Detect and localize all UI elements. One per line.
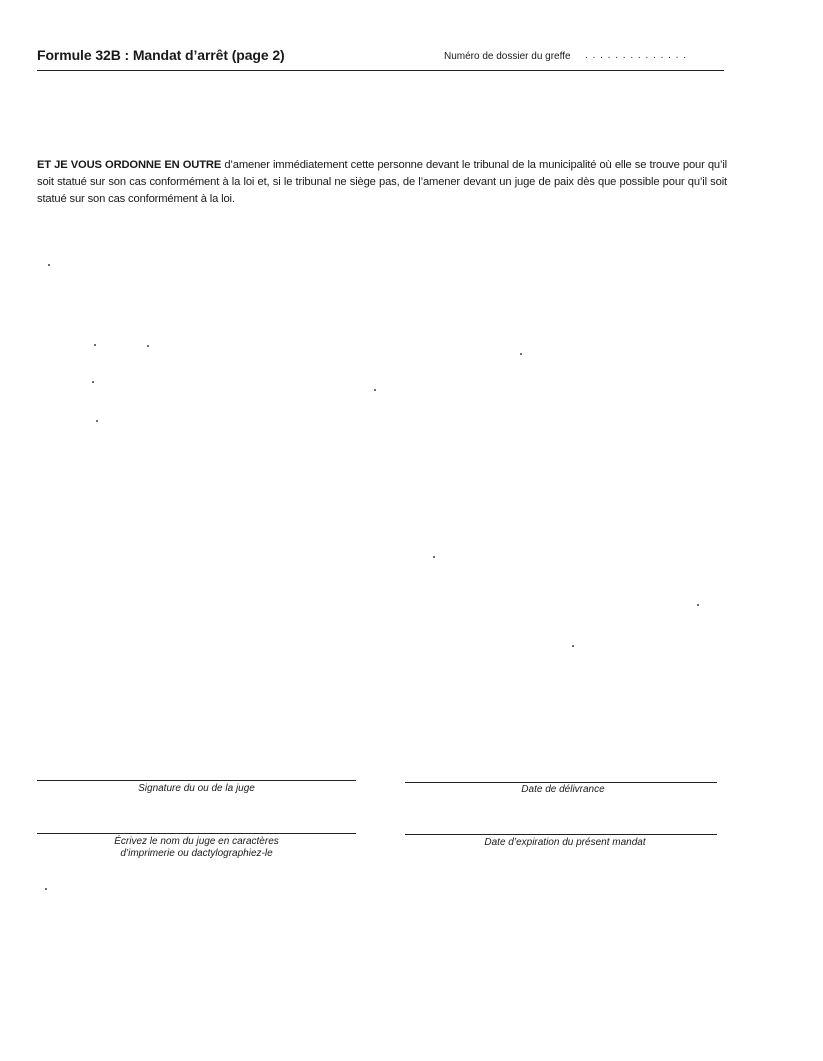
issue-date-line[interactable] bbox=[405, 782, 717, 783]
order-paragraph bbox=[37, 157, 727, 208]
judge-name-line[interactable] bbox=[37, 833, 356, 834]
judge-name-label bbox=[37, 836, 356, 860]
scan-speck bbox=[96, 420, 98, 422]
file-number-field[interactable]: . . . . . . . . . . . . . . bbox=[585, 50, 688, 61]
scan-speck bbox=[572, 645, 574, 647]
scan-speck bbox=[45, 888, 47, 890]
order-body: d’amener immédiatement cette personne devant le tribunal de la municipalité où elle se trouve pour qu’il soit statué sur son cas conformément à la loi et, si le tribunal ne siège pas, de l’amener devant un juge de paix dès que possible pour qu’il soit statué sur son cas conformément à la loi. bbox=[37, 159, 727, 205]
form-title: Formule 32B : Mandat d’arrêt (page 2) bbox=[37, 47, 285, 63]
scan-speck bbox=[48, 264, 50, 266]
judge-signature-label: Signature du ou de la juge bbox=[138, 783, 255, 794]
judge-name-label-line1: Écrivez le nom du juge en caractères bbox=[114, 836, 279, 847]
issue-date-label: Date de délivrance bbox=[521, 784, 605, 795]
judge-name-label-line2: d’imprimerie ou dactylographiez-le bbox=[120, 848, 273, 859]
scan-speck bbox=[697, 604, 699, 606]
scan-speck bbox=[520, 353, 522, 355]
scan-speck bbox=[374, 389, 376, 391]
scan-speck bbox=[147, 345, 149, 347]
header-divider bbox=[37, 70, 724, 71]
scan-speck bbox=[433, 556, 435, 558]
order-lead: ET JE VOUS ORDONNE EN OUTRE bbox=[37, 159, 222, 171]
expiry-date-line[interactable] bbox=[405, 834, 717, 835]
file-number-label: Numéro de dossier du greffe bbox=[444, 51, 571, 62]
scan-speck bbox=[94, 344, 96, 346]
scan-speck bbox=[92, 381, 94, 383]
judge-signature-line[interactable] bbox=[37, 780, 356, 781]
expiry-date-label: Date d’expiration du présent mandat bbox=[484, 837, 646, 848]
